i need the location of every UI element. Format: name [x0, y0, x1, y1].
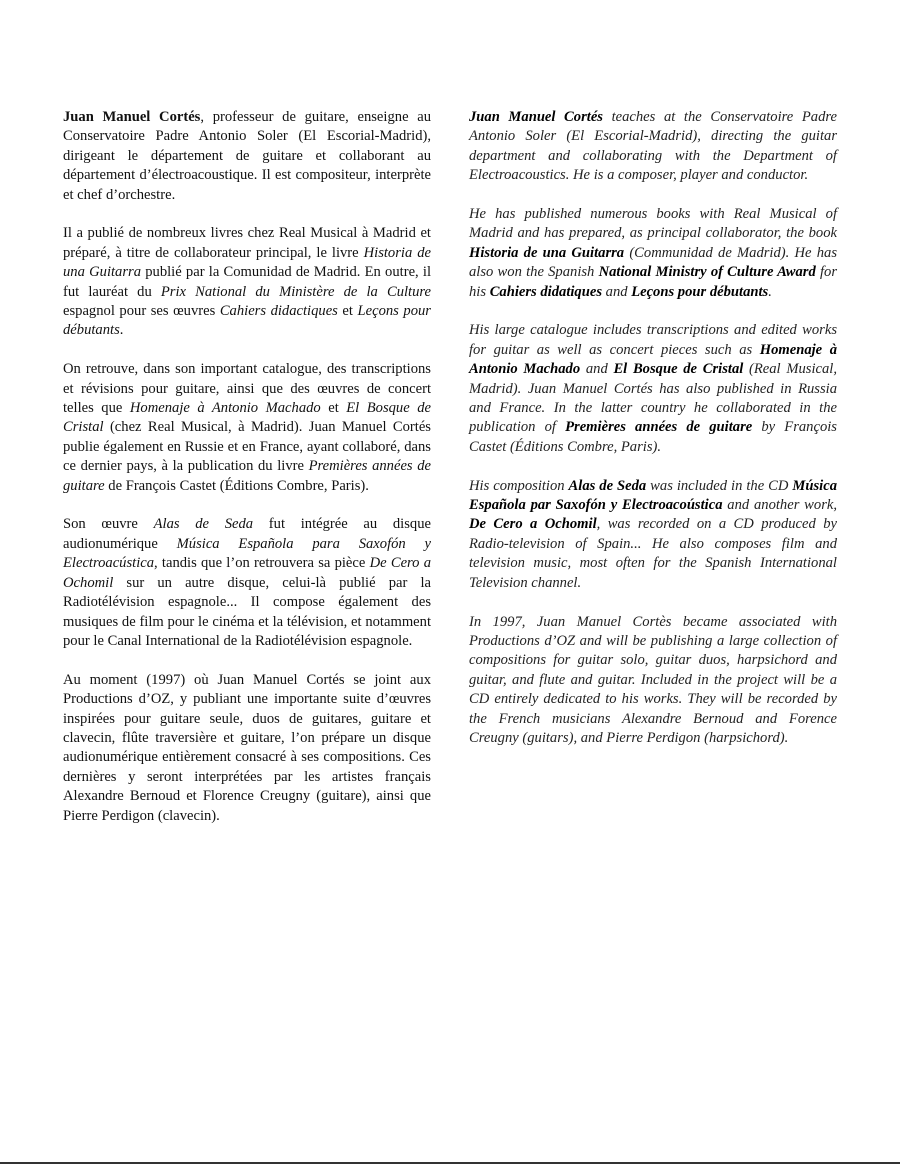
english-paragraph-1: Juan Manuel Cortés teaches at the Conservatoire Padre Antonio Soler (El Escorial-Madrid), directing the guitar department and collaborating with the Department of Electroacoustics. He is a composer, player and conductor. [469, 109, 837, 184]
english-paragraph-3: His large catalogue includes transcriptions and edited works for guitar as well as concert pieces such as Homenaje à Antonio Machado and El Bosque de Cristal (Real Musical, Madrid). Juan Manuel Cortés has also published in Russia and France. In the latter country he collaborated in the publication of Premières années de guitare by François Castet (Éditions Combre, Paris). [469, 322, 837, 455]
french-paragraph-2: Il a publié de nombreux livres chez Real Musical à Madrid et préparé, à titre de collaborateur principal, le livre Historia de una Guitarra publié par la Comunidad de Madrid. En outre, il fut lauréat du Prix National du Ministère de la Culture espagnol pour ses œuvres Cahiers didactiques et Leçons pour débutants. [63, 225, 432, 339]
french-paragraph-5: Au moment (1997) où Juan Manuel Cortés se joint aux Productions d’OZ, y publiant une importante suite d’œuvres inspirées pour guitare seule, duos de guitares, guitare et clavecin, flûte traversière et guitare, l’on prépare un disque audionumérique entièrement consacré à ses compositions. Ces dernières y seront interprétées par les artistes français Alexandre Bernoud et Florence Creugny (guitare), ainsi que Pierre Perdigon (clavecin). [63, 671, 431, 824]
english-paragraph-2: He has published numerous books with Real Musical of Madrid and has prepared, as principal collaborator, the book Historia de una Guitarra (Communidad de Madrid). He has also won the Spanish National Ministry of Culture Award for his Cahiers didatiques and Leçons pour débutants. [469, 206, 837, 300]
french-column [63, 108, 431, 845]
french-paragraph-3: On retrouve, dans son important catalogue, des transcriptions et révisions pour guitare, ainsi que des œuvres de concert telles que Homenaje à Antonio Machado et El Bosque de Cristal (chez Real Musical, à Madrid). Juan Manuel Cortés publie également en Russie et en France, ayant collaboré, dans ce dernier pays, à la publication du livre Premières années de guitare de François Castet (Éditions Combre, Paris). [63, 361, 431, 494]
french-paragraph-4: Son œuvre Alas de Seda fut intégrée au disque audionumérique Música Española para Saxofón y Electroacústica, tandis que l’on retrouvera sa pièce De Cero a Ochomil sur un autre disque, celui-là publié par la Radiotélévision espagnole... Il compose également des musiques de film pour le cinéma et la télévision, et notamment pour le Canal International de la Radiotélévision espagnole. [63, 516, 431, 649]
english-paragraph-5: In 1997, Juan Manuel Cortès became associated with Productions d’OZ and will be publishing a large collection of compositions for guitar solo, guitar duos, harpsichord and guitar, and flute and guitar. Included in the project will be a CD entirely dedicated to his works. They will be recorded by the French musicians Alexandre Bernoud and Forence Creugny (guitars), and Pierre Perdigon (harpsichord). [469, 613, 837, 746]
english-column [469, 108, 837, 768]
english-paragraph-4: His composition Alas de Seda was included in the CD Música Española par Saxofón y Electroacoústica and another work, De Cero a Ochomil, was recorded on a CD produced by Radio-television of Spain... He also composes film and television music, most often for the Spanish International Television channel. [469, 477, 837, 591]
french-paragraph-1: Juan Manuel Cortés, professeur de guitare, enseigne au Conservatoire Padre Antonio Soler (El Escorial-Madrid), dirigeant le département de guitare et collaborant au département d’électroacoustique. Il est compositeur, interprète et chef d’orchestre. [63, 109, 431, 203]
